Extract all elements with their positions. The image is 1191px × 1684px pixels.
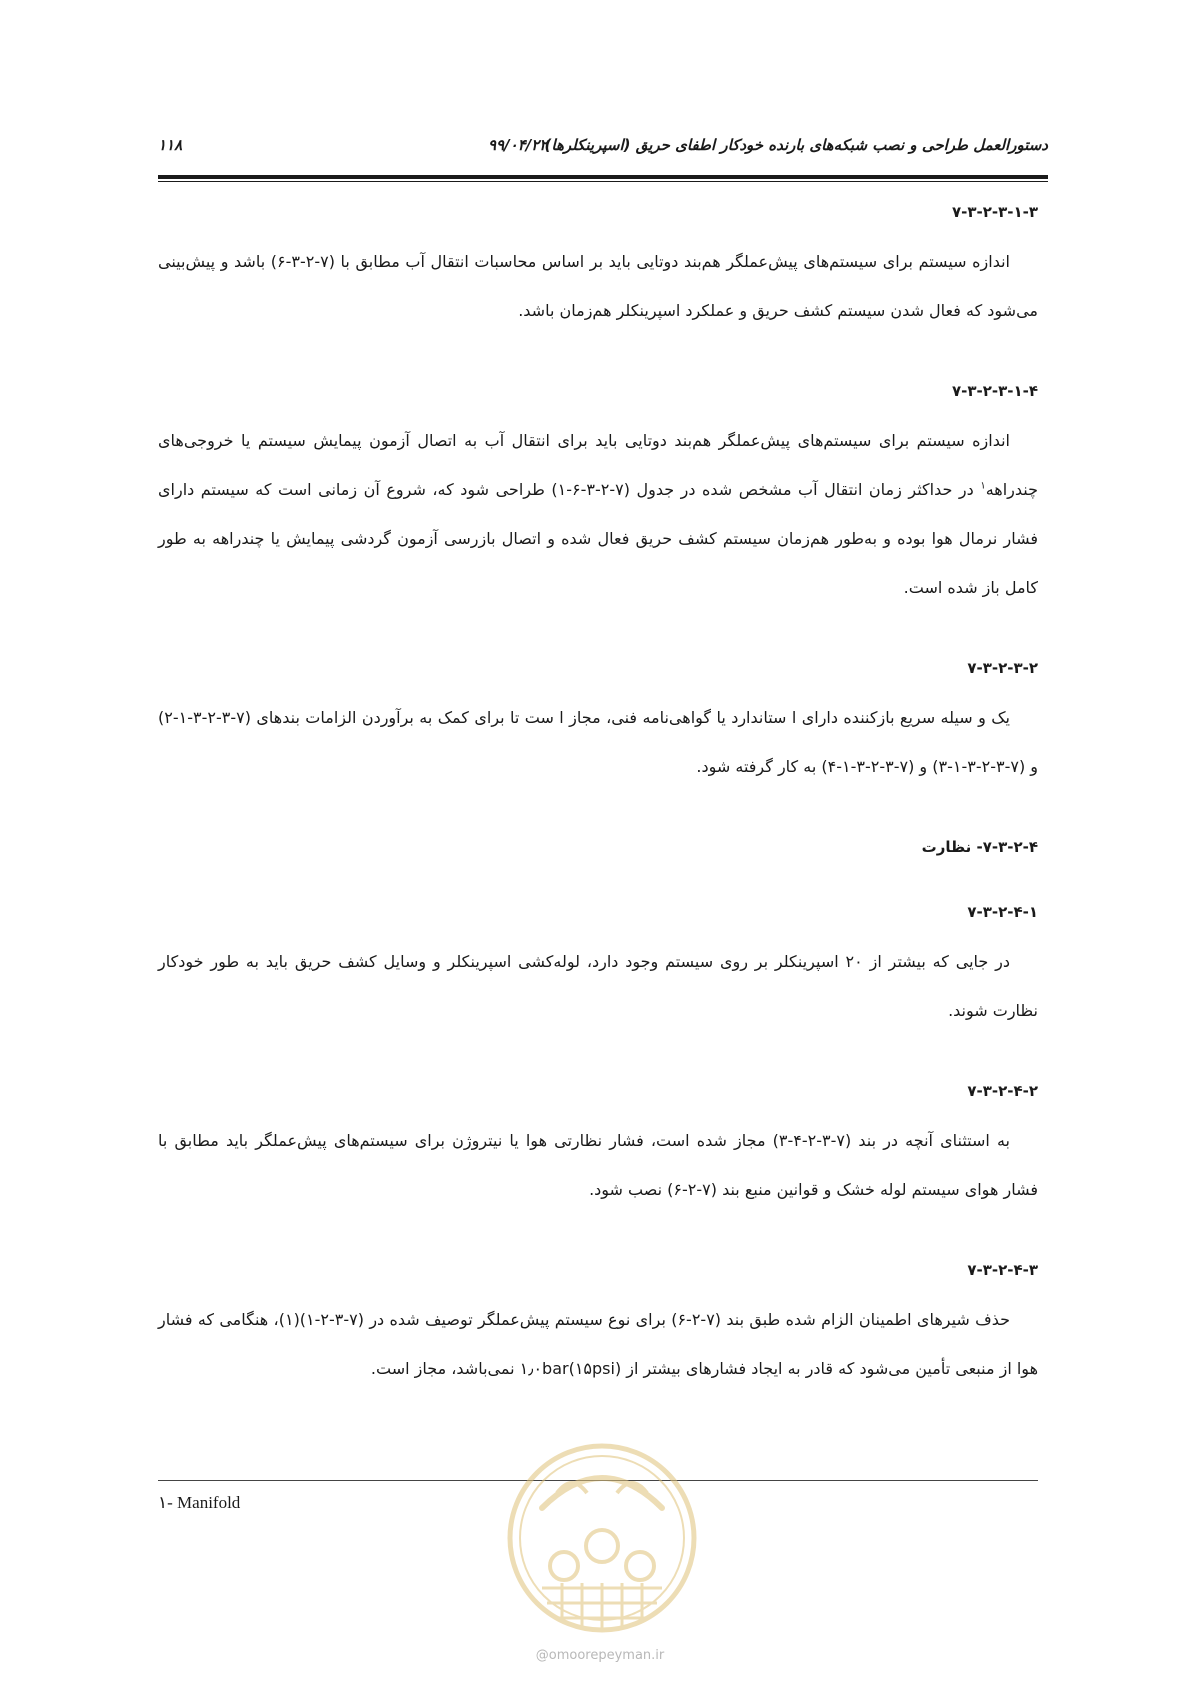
header-rule-thin xyxy=(158,181,1048,182)
page-header xyxy=(158,132,1048,162)
paragraph-text: در حداکثر زمان انتقال آب مشخص شده در جدول (۷-۲-۳-۶-۱) طراحی شود که، شروع آن زمانی است که سیستم دارای فشار نرمال هوا بوده و به‌طور هم‌زمان سیستم کشف حریق فعال شده و اتصال بازرسی آزمون گردشی پیمایش یا چندراهه به طور کامل باز شده است. xyxy=(158,480,1038,597)
section-number: ۷-۳-۲-۴-۳ xyxy=(967,1261,1038,1279)
section-paragraph: حذف شیرهای اطمینان الزام شده طبق بند (۷-۲-۶) برای نوع سیستم پیش‌عملگر توصیف شده در (۷-۳-۲-۱)(۱)، هنگامی که فشار هوا از منبعی تأمین می‌شود که قادر به ایجاد فشارهای بیشتر از ۱٫۰bar(۱۵psi) نمی‌باشد، مجاز است. xyxy=(158,1310,1038,1378)
page-number: ۱۱۸ xyxy=(158,136,183,154)
section-number: ۷-۳-۲-۳-۲ xyxy=(967,659,1038,677)
header-title: دستورالعمل طراحی و نصب شبکه‌های بارنده خودکار اطفای حریق (اسپرینکلرها) xyxy=(544,136,1048,154)
footnote-ref: ۱ xyxy=(980,480,986,492)
section-paragraph xyxy=(158,416,1038,612)
section-number: ۷-۳-۲-۴-۲ xyxy=(967,1082,1038,1100)
header-rule-thick xyxy=(158,175,1048,179)
section-number: ۷-۳-۲-۳-۱-۳ xyxy=(951,203,1038,221)
document-body xyxy=(158,188,1038,1425)
paragraph-text: اندازه سیستم برای سیستم‌های پیش‌عملگر هم‌بند دوتایی باید برای انتقال آب به اتصال آزمون پیمایش سیستم یا خروجی‌های چندراهه xyxy=(158,431,1038,499)
watermark-seal-icon xyxy=(502,1438,702,1648)
section-paragraph: به استثنای آنچه در بند (۷-۳-۲-۴-۳) مجاز شده است، فشار نظارتی هوا یا نیتروژن برای سیستم‌های پیش‌عملگر باید مطابق با فشار هوای سیستم لوله خشک و قوانین منبع بند (۷-۲-۶) نصب شود. xyxy=(158,1131,1038,1199)
footnote: ۱- Manifold xyxy=(158,1493,241,1512)
section-number: ۷-۳-۲-۴-۱ xyxy=(967,903,1038,921)
header-date: ۹۹/۰۴/۲۲ xyxy=(488,136,548,154)
section-paragraph: اندازه سیستم برای سیستم‌های پیش‌عملگر هم‌بند دوتایی باید بر اساس محاسبات انتقال آب مطابق با (۷-۲-۳-۶) باشد و پیش‌بینی می‌شود که فعال شدن سیستم کشف حریق و عملکرد اسپرینکلر هم‌زمان باشد. xyxy=(158,252,1038,320)
watermark-url: @omoorepeyman.ir xyxy=(535,1648,665,1663)
section-heading: ۷-۳-۲-۴- نظارت xyxy=(921,838,1038,856)
section-number: ۷-۳-۲-۳-۱-۴ xyxy=(951,382,1038,400)
section-paragraph: در جایی که بیشتر از ۲۰ اسپرینکلر بر روی سیستم وجود دارد، لوله‌کشی اسپرینکلر و وسایل کشف حریق باید به طور خودکار نظارت شوند. xyxy=(158,952,1038,1020)
section-paragraph: یک و سیله سریع بازکننده دارای ا ستاندارد یا گواهی‌نامه فنی، مجاز ا ست تا برای کمک به برآوردن الزامات بندهای (۷-۳-۲-۳-۱-۲) و (۷-۳-۲-۳-۱-۳) و (۷-۳-۲-۳-۱-۴) به کار گرفته شود. xyxy=(158,708,1038,776)
